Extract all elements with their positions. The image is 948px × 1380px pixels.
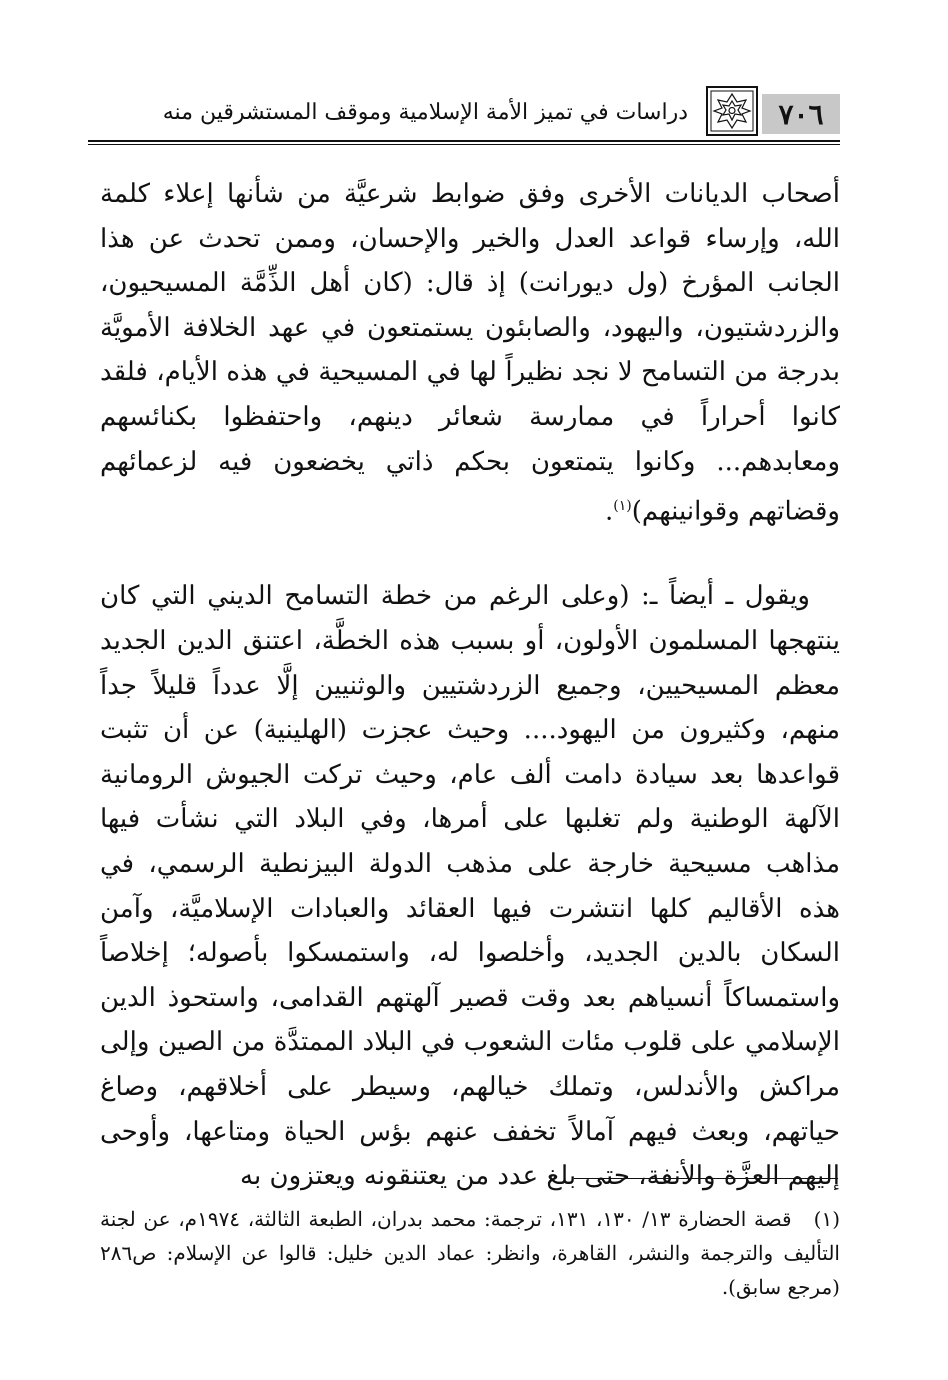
- paragraph: ويقول ـ أيضاً ـ: (وعلى الرغم من خطة التسامح الديني التي كان ينتهجها المسلمون الأولون، أو بسبب هذه الخطَّة، اعتنق الدين الجديد معظم المسيحيين، وجميع الزردشتيين والوثنيين إلَّا عدداً قليلاً جداً منهم، وكثيرون من اليهود.... وحيث عجزت (الهلينية) عن أن تثبت قواعدها بعد سيادة دامت ألف عام، وحيث تركت الجيوش الرومانية الآلهة الوطنية ولم تغلبها على أمرها، وفي البلاد التي نشأت فيها مذاهب مسيحية خارجة على مذهب الدولة البيزنطية الرسمي، في هذه الأقاليم كلها انتشرت فيها العقائد والعبادات الإسلاميَّة، وآمن السكان بالدين الجديد، وأخلصوا له، واستمسكوا بأصوله؛ إخلاصاً واستمساكاً أنسياهم بعد وقت قصير آلهتهم القدامى، واستحوذ الدين الإسلامي على قلوب مئات الشعوب في البلاد الممتدَّة من الصين وإلى مراكش والأندلس، وتملك خيالهم، وسيطر على أخلاقهم، وصاغ حياتهم، وبعث فيهم آمالاً تخفف عنهم بؤس الحياة ومتاعها، وأوحى إليهم العزَّة والأنفة، حتى بلغ عدد من يعتنقونه ويعتزون به: [100, 581, 840, 1192]
- footnote: [100, 1202, 840, 1304]
- footnote-number: (١): [813, 1207, 840, 1231]
- ornament-icon: [706, 86, 758, 136]
- paragraph-text: أصحاب الديانات الأخرى وفق ضوابط شرعيَّة من شأنها إعلاء كلمة الله، وإرساء قواعد العدل والخير والإحسان، وممن تحدث عن هذا الجانب المؤرخ (ول ديورانت) إذ قال: (كان أهل الذِّمَّة المسيحيون، والزردشتيون، واليهود، والصابئون يستمتعون في عهد الخلافة الأمويَّة بدرجة من التسامح لا نجد نظيراً لها في المسيحية في هذه الأيام، فلقد كانوا أحراراً في ممارسة شعائر دينهم، واحتفظوا بكنائسهم ومعابدهم... وكانوا يتمتعون بحكم ذاتي يخضعون فيه لزعمائهم وقضاتهم وقوانينهم): [100, 179, 840, 527]
- footnote-ref: (١): [613, 498, 632, 515]
- main-text: [100, 172, 840, 1199]
- page-number: ٧٠٦: [762, 94, 840, 134]
- footnote-separator: [574, 1178, 838, 1179]
- running-header: [88, 84, 840, 138]
- running-title: دراسات في تميز الأمة الإسلامية وموقف المستشرقين منه: [162, 100, 688, 125]
- header-rule: [88, 140, 840, 142]
- footnote-text: قصة الحضارة ١٣/ ١٣٠، ١٣١، ترجمة: محمد بدران، الطبعة الثالثة، ١٩٧٤م، عن لجنة التأليف والترجمة والنشر، القاهرة، وانظر: عماد الدين خليل: قالوا عن الإسلام: ص٢٨٦ (مرجع سابق).: [100, 1207, 840, 1299]
- paragraph-end: .: [605, 496, 614, 527]
- paragraph: [100, 172, 840, 534]
- header-rule-thin: [88, 144, 840, 145]
